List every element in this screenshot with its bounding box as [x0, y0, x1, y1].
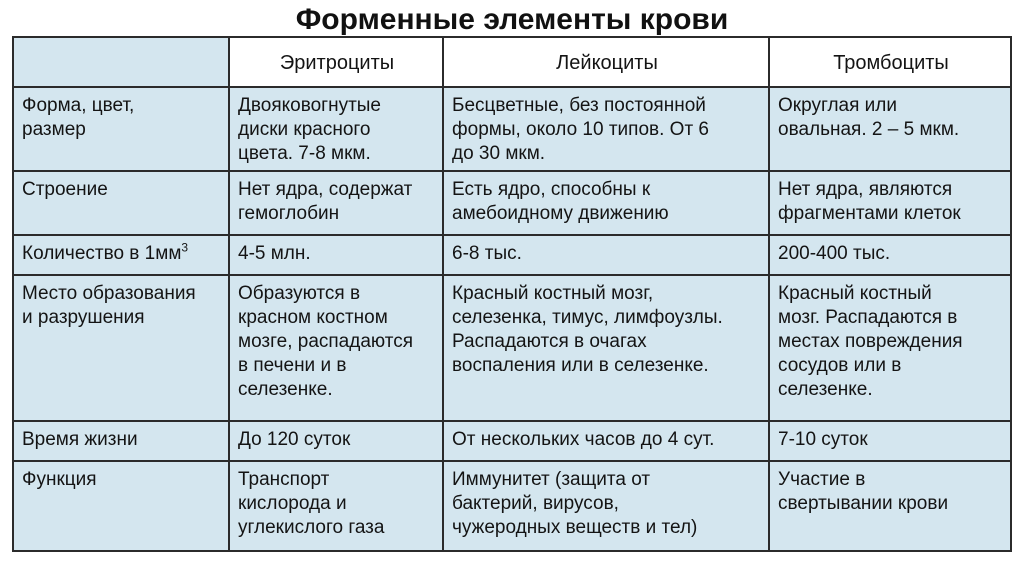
table-cell: 6-8 тыс. — [443, 235, 769, 275]
table-cell: Нет ядра, являются фрагментами клеток — [769, 171, 1011, 235]
table-row — [13, 421, 1011, 461]
table-cell: 4-5 млн. — [229, 235, 443, 275]
table-cell: Транспорт кислорода и углекислого газа — [229, 461, 443, 551]
table-cell: Округлая или овальная. 2 – 5 мкм. — [769, 87, 1011, 171]
table-row — [13, 171, 1011, 235]
table-cell: Иммунитет (защита от бактерий, вирусов, чужеродных веществ и тел) — [443, 461, 769, 551]
table-cell: Участие в свертывании крови — [769, 461, 1011, 551]
row-label: Место образования и разрушения — [13, 275, 229, 421]
row-label: Строение — [13, 171, 229, 235]
row-label-text: Количество в 1мм — [22, 243, 182, 264]
table-cell: 200-400 тыс. — [769, 235, 1011, 275]
table-cell: Бесцветные, без постоянной формы, около 10 типов. От 6 до 30 мкм. — [443, 87, 769, 171]
table-cell: До 120 суток — [229, 421, 443, 461]
table-row — [13, 461, 1011, 551]
row-label: Форма, цвет, размер — [13, 87, 229, 171]
table-row — [13, 87, 1011, 171]
header-corner-cell — [13, 37, 229, 87]
table-cell: Образуются в красном костном мозге, распадаются в печени и в селезенке. — [229, 275, 443, 421]
table-cell: Нет ядра, содержат гемоглобин — [229, 171, 443, 235]
table-cell: От нескольких часов до 4 сут. — [443, 421, 769, 461]
table-cell: Двояковогнутые диски красного цвета. 7-8 мкм. — [229, 87, 443, 171]
row-label: Время жизни — [13, 421, 229, 461]
table-cell: 7-10 суток — [769, 421, 1011, 461]
table-row — [13, 235, 1011, 275]
table-header-row — [13, 37, 1011, 87]
row-label — [13, 235, 229, 275]
page-title: Форменные элементы крови — [295, 3, 729, 36]
row-label: Функция — [13, 461, 229, 551]
blood-elements-table — [12, 36, 1012, 552]
table-row — [13, 275, 1011, 421]
table-cell: Красный костный мозг, селезенка, тимус, лимфоузлы. Распадаются в очагах воспаления или в селезенке. — [443, 275, 769, 421]
table-cell: Есть ядро, способны к амебоидному движению — [443, 171, 769, 235]
column-header-platelets: Тромбоциты — [769, 37, 1011, 87]
column-header-leukocytes: Лейкоциты — [443, 37, 769, 87]
row-label-superscript: 3 — [181, 240, 189, 255]
table-cell: Красный костный мозг. Распадаются в местах повреждения сосудов или в селезенке. — [769, 275, 1011, 421]
column-header-erythrocytes: Эритроциты — [229, 37, 443, 87]
